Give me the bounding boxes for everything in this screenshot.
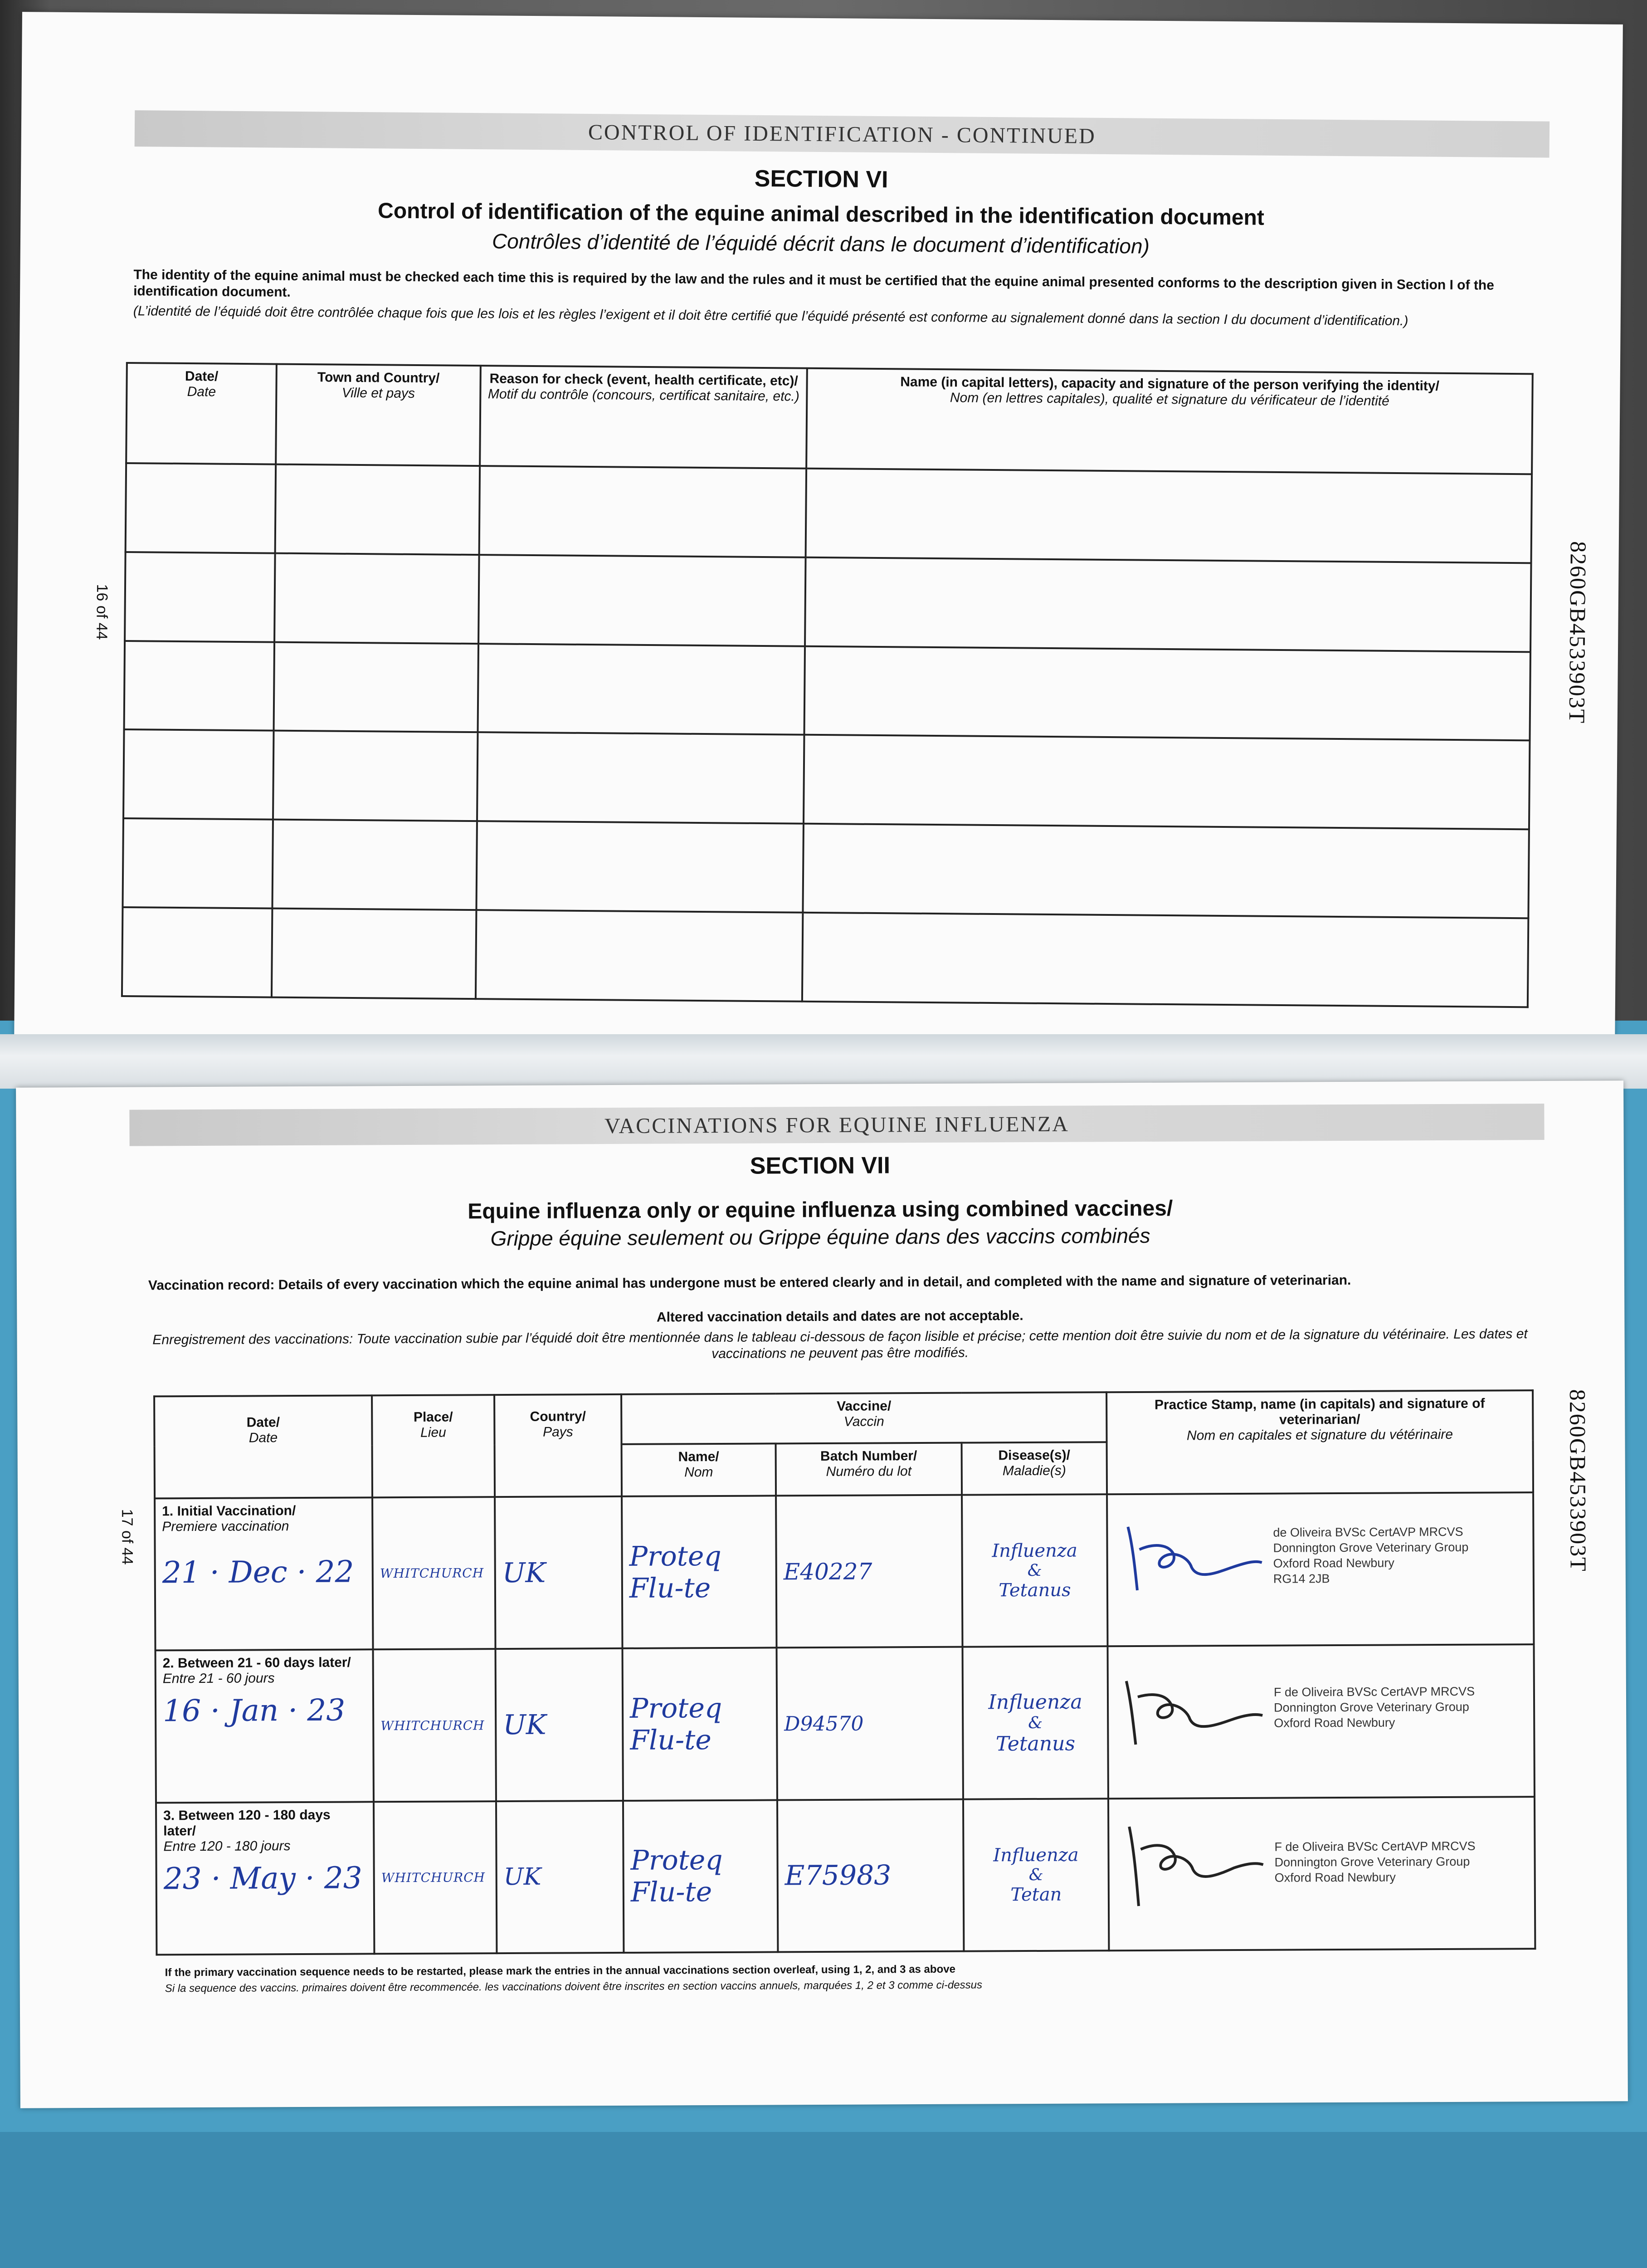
vaccination-date-cell: 2. Between 21 - 60 days later/ Entre 21 - 60 jours 16 · Jan · 23 bbox=[156, 1650, 374, 1803]
disease-cell: Influenza & Tetan bbox=[963, 1799, 1109, 1951]
page-heading-fr: Grippe équine seulement ou Grippe équine dans des vaccins combinés bbox=[490, 1223, 1150, 1251]
document-number: 8260GB4533903T bbox=[1565, 1389, 1591, 1572]
header-verifier: Name (in capital letters), capacity and signature of the person verifying the identity/ Nom (en lettres capitales), qualité et signature du vérificateur de l’identité bbox=[806, 368, 1533, 474]
vet-signature bbox=[1115, 1669, 1265, 1747]
vaccine-name-cell: Proteq Flu-te bbox=[622, 1496, 776, 1649]
header-country: Country/ Pays bbox=[494, 1394, 622, 1497]
place-cell: WHITCHURCH bbox=[374, 1801, 497, 1954]
date-value: 23 · May · 23 bbox=[163, 1860, 362, 1897]
country-cell: UK bbox=[496, 1648, 623, 1801]
page-17 bbox=[16, 1080, 1628, 2108]
header-town-country: Town and Country/ Ville et pays bbox=[276, 364, 481, 466]
section-banner: VACCINATIONS FOR EQUINE INFLUENZA bbox=[129, 1104, 1544, 1146]
intro-text-fr: (L’identité de l’équidé doit être contrôlée chaque fois que les lois et les règles l’exigent et il doit être certifié que l’équidé présenté est conforme au signalement donné dans la section I du document d’identification.) bbox=[133, 303, 1408, 329]
page-fold bbox=[0, 1034, 1647, 1089]
vet-signature bbox=[1114, 1517, 1264, 1595]
table-row bbox=[122, 818, 1529, 918]
vaccination-date-cell: 1. Initial Vaccination/ Premiere vaccination 21 · Dec · 22 bbox=[155, 1498, 373, 1651]
place-cell: WHITCHURCH bbox=[372, 1497, 495, 1649]
record-text-fr: Enregistrement des vaccinations: Toute vaccination subie par l’équidé doit être mentionnée dans le tableau ci-dessous de façon lisible et précise; cette mention doit être suivie du nom et de la signature du vétérinaire. Les dates et vaccinations ne peuvent pas être modifiés. bbox=[152, 1326, 1528, 1362]
page-heading: Control of identification of the equine animal described in the identification document bbox=[377, 199, 1265, 230]
vaccination-table bbox=[153, 1389, 1536, 1955]
disease-cell: Influenza & Tetanus bbox=[963, 1647, 1108, 1799]
record-text: Vaccination record: Details of every vaccination which the equine animal has undergone must be entered clearly and in detail, and completed with the name and signature of veterinarian. bbox=[148, 1272, 1351, 1293]
table-row bbox=[125, 552, 1531, 652]
table-row bbox=[123, 729, 1530, 829]
table-header-row bbox=[154, 1390, 1533, 1446]
header-reason: Reason for check (event, health certificate, etc)/ Motif du contrôle (concours, certificat sanitaire, etc.) bbox=[480, 366, 807, 469]
document-number: 8260GB4533903T bbox=[1564, 541, 1591, 724]
country-cell: UK bbox=[495, 1496, 622, 1649]
passport-cover-edge bbox=[0, 2132, 1647, 2268]
identity-check-table bbox=[121, 362, 1534, 1008]
table-row bbox=[156, 1645, 1535, 1803]
vet-stamp-cell bbox=[1108, 1797, 1535, 1950]
page-heading-fr: Contrôles d’identité de l’équidé décrit dans le document d’identification) bbox=[492, 229, 1150, 258]
date-value: 16 · Jan · 23 bbox=[162, 1693, 346, 1729]
footnote: If the primary vaccination sequence needs to be restarted, please mark the entries in the annual vaccinations section overleaf, using 1, 2, and 3 as above bbox=[165, 1963, 955, 1979]
vaccine-name-cell: Proteq Flu-te bbox=[623, 1800, 778, 1953]
intro-text: The identity of the equine animal must be checked each time this is required by the law and the rules and it must be certified that the equine animal presented conforms to the description given in Section I of the identification document. bbox=[133, 267, 1495, 300]
vaccination-date-cell: 3. Between 120 - 180 days later/ Entre 120 - 180 jours 23 · May · 23 bbox=[156, 1802, 374, 1955]
header-vet: Practice Stamp, name (in capitals) and signature of veterinarian/ Nom en capitales et signature du vétérinaire bbox=[1106, 1390, 1533, 1494]
batch-cell: E75983 bbox=[777, 1799, 964, 1952]
vet-practice-stamp: de Oliveira BVSc CertAVP MRCVS Donnington Grove Veterinary Group Oxford Road Newbury RG14 2JB bbox=[1273, 1525, 1469, 1586]
vaccine-name-cell: Proteq Flu-te bbox=[623, 1648, 777, 1801]
header-date: Date/ Date bbox=[154, 1395, 372, 1498]
page-16 bbox=[14, 12, 1623, 1054]
page-folio: 16 of 44 bbox=[93, 584, 111, 640]
vet-stamp-cell bbox=[1108, 1645, 1535, 1799]
disease-cell: Influenza & Tetanus bbox=[962, 1494, 1107, 1647]
table-row bbox=[124, 641, 1530, 741]
table-row bbox=[122, 907, 1528, 1007]
header-disease: Disease(s)/ Maladie(s) bbox=[962, 1442, 1107, 1495]
section-banner: CONTROL OF IDENTIFICATION - CONTINUED bbox=[135, 110, 1550, 158]
batch-cell: D94570 bbox=[777, 1647, 963, 1800]
header-date: Date/ Date bbox=[126, 363, 277, 464]
header-place: Place/ Lieu bbox=[372, 1395, 495, 1497]
section-title: SECTION VII bbox=[750, 1152, 891, 1179]
date-value: 21 · Dec · 22 bbox=[162, 1554, 354, 1590]
vet-stamp-cell bbox=[1107, 1492, 1534, 1646]
footnote-fr: Si la sequence des vaccins. primaires doivent être recommencée. les vaccinations doivent être inscrites en section vaccins annuels, marquées 1, 2 et 3 comme ci-dessus bbox=[165, 1979, 983, 1995]
vet-signature bbox=[1116, 1817, 1266, 1908]
vet-practice-stamp: F de Oliveira BVSc CertAVP MRCVS Donnington Grove Veterinary Group Oxford Road Newbury bbox=[1274, 1839, 1476, 1885]
table-row bbox=[156, 1797, 1535, 1955]
section-title: SECTION VI bbox=[754, 165, 888, 193]
batch-cell: E40227 bbox=[776, 1495, 962, 1648]
table-row bbox=[126, 463, 1532, 563]
header-batch: Batch Number/ Numéro du lot bbox=[776, 1443, 962, 1496]
header-vaccine: Vaccine/ Vaccin bbox=[621, 1392, 1107, 1444]
country-cell: UK bbox=[496, 1801, 624, 1953]
header-vaccine-name: Name/ Nom bbox=[622, 1443, 776, 1496]
page-folio: 17 of 44 bbox=[118, 1509, 136, 1565]
table-header-row bbox=[126, 363, 1533, 474]
table-row bbox=[155, 1492, 1534, 1651]
vet-practice-stamp: F de Oliveira BVSc CertAVP MRCVS Donnington Grove Veterinary Group Oxford Road Newbury bbox=[1273, 1685, 1475, 1730]
page-heading: Equine influenza only or equine influenza using combined vaccines/ bbox=[468, 1196, 1173, 1224]
place-cell: WHITCHURCH bbox=[373, 1649, 496, 1802]
record-text-2: Altered vaccination details and dates are not acceptable. bbox=[656, 1308, 1023, 1325]
